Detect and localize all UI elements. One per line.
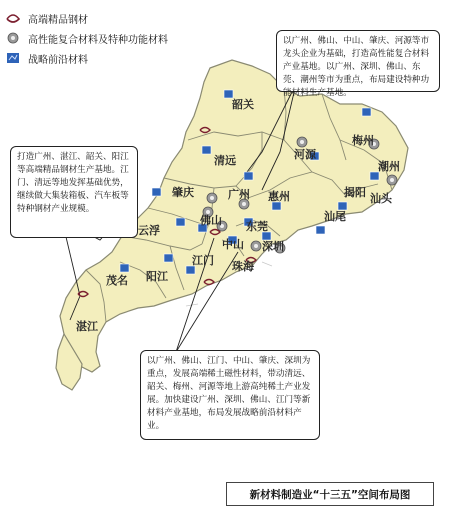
frontier-icon	[6, 52, 20, 64]
legend-label-composite: 高性能复合材料及特种功能材料	[28, 34, 168, 46]
map-legend	[6, 8, 168, 68]
frontier-marker-zhaoqing	[152, 188, 161, 196]
city-label-huizhou: 惠州	[268, 190, 290, 203]
city-label-zhuhai: 珠海	[232, 260, 254, 273]
frontier-marker-qingyuan	[202, 146, 211, 154]
frontier-marker-yangjiang	[164, 254, 173, 262]
steel-icon	[6, 12, 20, 24]
map-caption: 新材料制造业“十三五”空间布局图	[226, 482, 434, 506]
city-label-foshan: 佛山	[200, 214, 222, 227]
city-label-guangzhou: 广州	[228, 188, 250, 201]
composite-marker-jieyang	[387, 175, 397, 185]
legend-item-composite	[6, 28, 168, 48]
city-label-jieyang: 揭阳	[344, 186, 366, 199]
frontier-marker-shanwei	[316, 226, 325, 234]
city-label-heyuan: 河源	[294, 148, 316, 161]
frontier-marker-maoming	[120, 264, 129, 272]
composite-icon	[6, 32, 20, 44]
city-label-jiangmen: 江门	[192, 254, 214, 267]
callout-composite-materials: 以广州、佛山、中山、肇庆、河源等市龙头企业为基础，打造高性能复合材料产业基地。以广州、深圳、佛山、东莞、潮州等市为重点，布局建设特种功能材料生产基地。	[276, 30, 440, 92]
city-label-shantou: 汕头	[370, 192, 392, 205]
city-label-shanwei: 汕尾	[324, 210, 346, 223]
frontier-marker-meizhou	[362, 108, 371, 116]
city-label-yunfu: 云浮	[138, 224, 160, 237]
city-label-shaoguan: 韶关	[232, 98, 254, 111]
frontier-marker-yunfu	[176, 218, 185, 226]
legend-item-frontier	[6, 48, 168, 68]
callout-steel-materials: 打造广州、湛江、韶关、阳江等高端精品钢材生产基地。江门、清远等地发挥基础优势，继续做大集装箱板、汽车板等特种钢材产业规模。	[10, 146, 138, 238]
city-label-zhaoqing: 肇庆	[172, 186, 194, 199]
legend-label-steel: 高端精品钢材	[28, 14, 88, 26]
composite-marker-zhaoqing	[207, 193, 217, 203]
frontier-marker-guangzhou	[244, 172, 253, 180]
city-label-zhongshan: 中山	[222, 238, 244, 251]
city-label-meizhou: 梅州	[352, 134, 374, 147]
city-label-qingyuan: 清远	[214, 154, 236, 167]
legend-label-frontier: 战略前沿材料	[28, 54, 88, 66]
city-label-maoming: 茂名	[106, 274, 128, 287]
city-label-zhanjiang: 湛江	[76, 320, 98, 333]
city-label-chaozhou: 潮州	[378, 160, 400, 173]
city-label-shenzhen: 深圳	[262, 240, 284, 253]
legend-item-steel	[6, 8, 168, 28]
callout-frontier-materials: 以广州、佛山、江门、中山、肇庆、深圳为重点，发展高端稀土磁性材料，带动清远、韶关、梅州、河源等地上游高纯稀土产业发展。加快建设广州、深圳、佛山、江门等新材料产业基地，布局发展战略前沿材料产业。	[140, 350, 320, 440]
city-label-dongguan: 东莞	[246, 220, 268, 233]
composite-marker-dongguan	[251, 241, 261, 251]
city-label-yangjiang: 阳江	[146, 270, 168, 283]
